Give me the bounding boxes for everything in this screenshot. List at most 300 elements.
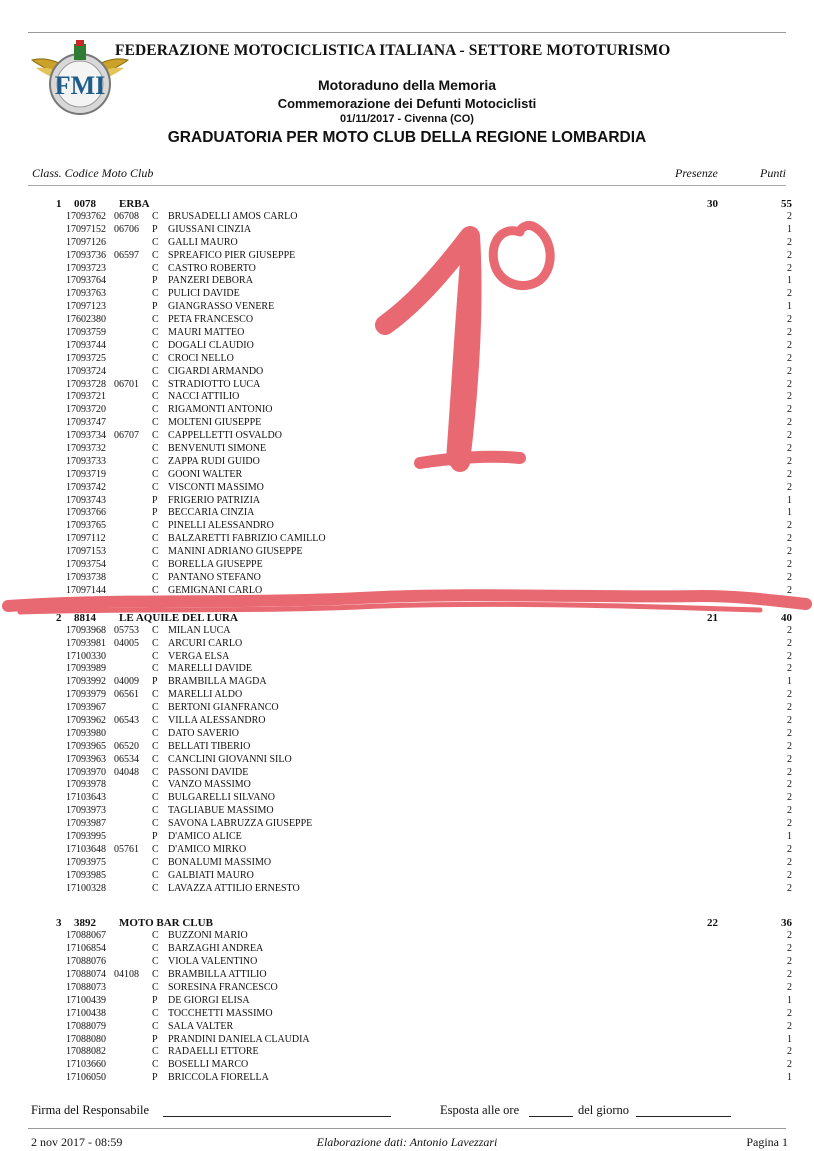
member-row [0, 995, 814, 1008]
member-name: SAVONA LABRUZZA GIUSEPPE [168, 818, 313, 830]
member-category: P [152, 676, 158, 688]
member-category: C [152, 211, 159, 222]
header-rule [28, 185, 786, 186]
member-name: PASSONI DAVIDE [168, 766, 249, 778]
member-category: C [152, 1007, 159, 1019]
member-card: 17093764 [66, 275, 106, 287]
member-card: 17093970 [66, 766, 106, 778]
member-category: C [152, 805, 159, 817]
club-position: 3 [56, 917, 62, 930]
member-name: BARZAGHI ANDREA [168, 943, 264, 955]
member-row [0, 638, 814, 651]
member-category: C [152, 843, 159, 855]
ranking-table [0, 198, 814, 1085]
member-name: GALBIATI MAURO [168, 869, 254, 881]
member-name: CAPPELLETTI OSVALDO [168, 430, 282, 442]
member-points: 2 [787, 637, 792, 649]
member-category: C [152, 417, 159, 429]
member-card: 17106050 [66, 1072, 106, 1084]
member-card: 17093720 [66, 404, 106, 416]
member-name: MARELLI ALDO [168, 689, 243, 701]
member-code: 06534 [114, 753, 139, 765]
member-card: 17097152 [66, 223, 106, 235]
member-name: SALA VALTER [168, 1020, 234, 1032]
member-name: GEMIGNANI CARLO [168, 584, 263, 596]
member-card: 17093759 [66, 327, 106, 339]
member-code: 06706 [114, 223, 139, 235]
member-card: 17100328 [66, 882, 106, 894]
member-category: C [152, 650, 159, 662]
member-category: P [152, 301, 158, 313]
member-category: C [152, 327, 159, 339]
signature-line [163, 1116, 391, 1117]
member-name: PETA FRANCESCO [168, 314, 254, 326]
member-code: 06597 [114, 249, 139, 261]
member-card: 17093738 [66, 571, 106, 583]
member-row [0, 956, 814, 969]
member-category: C [152, 455, 159, 467]
member-name: DATO SAVERIO [168, 727, 240, 739]
member-name: D'AMICO ALICE [168, 830, 242, 842]
club-punti: 36 [781, 917, 792, 930]
print-date: 2 nov 2017 - 08:59 [31, 1135, 123, 1149]
member-name: BORELLA GIUSEPPE [168, 559, 263, 571]
member-name: PULICI DAVIDE [168, 288, 240, 300]
member-card: 17093723 [66, 262, 106, 274]
member-points: 2 [787, 981, 792, 993]
member-category: P [152, 494, 158, 506]
member-name: VILLA ALESSANDRO [168, 714, 266, 726]
member-category: C [152, 430, 159, 442]
member-points: 2 [787, 714, 792, 726]
club-position: 2 [56, 611, 62, 624]
member-name: BRICCOLA FIORELLA [168, 1072, 269, 1084]
member-card: 17093742 [66, 481, 106, 493]
member-points: 2 [787, 956, 792, 968]
member-row [0, 689, 814, 702]
member-code: 06543 [114, 714, 139, 726]
column-header-punti: Punti [760, 166, 786, 180]
member-name: BUZZONI MARIO [168, 930, 248, 942]
member-category: C [152, 753, 159, 765]
ranking-title: GRADUATORIA PER MOTO CLUB DELLA REGIONE LOMBARDIA [167, 129, 647, 146]
member-card: 17093967 [66, 702, 106, 714]
member-category: C [152, 702, 159, 714]
member-category: C [152, 624, 159, 636]
member-row [0, 625, 814, 638]
member-points: 2 [787, 455, 792, 467]
member-points: 2 [787, 520, 792, 532]
member-category: C [152, 663, 159, 675]
club-name: ERBA [119, 198, 150, 210]
signature-label: Firma del Responsabile [31, 1103, 150, 1117]
member-card: 17093766 [66, 507, 106, 519]
member-name: BRAMBILLA ATTILIO [168, 969, 267, 981]
member-name: DOGALI CLAUDIO [168, 339, 254, 351]
member-card: 17097123 [66, 301, 106, 313]
member-category: P [152, 223, 158, 235]
member-card: 17093725 [66, 352, 106, 364]
member-card: 17088076 [66, 956, 106, 968]
member-row [0, 663, 814, 676]
member-category: C [152, 378, 159, 390]
member-points: 2 [787, 443, 792, 455]
member-card: 17093744 [66, 339, 106, 351]
member-name: D'AMICO MIRKO [168, 843, 247, 855]
member-points: 1 [787, 301, 792, 313]
member-code: 06708 [114, 211, 139, 222]
member-row [0, 443, 814, 456]
member-code: 04048 [114, 766, 139, 778]
member-row [0, 469, 814, 482]
member-points: 2 [787, 1059, 792, 1071]
member-row [0, 728, 814, 741]
member-category: C [152, 727, 159, 739]
member-row [0, 767, 814, 780]
member-points: 2 [787, 546, 792, 558]
member-points: 2 [787, 740, 792, 752]
member-category: C [152, 1020, 159, 1032]
club-presenze: 21 [707, 611, 718, 624]
member-points: 2 [787, 365, 792, 377]
member-card: 17093719 [66, 468, 106, 480]
member-row [0, 263, 814, 276]
member-points: 2 [787, 663, 792, 675]
member-points: 2 [787, 378, 792, 390]
page-number: Pagina 1 [746, 1135, 788, 1149]
club-header-row [0, 198, 814, 211]
member-points: 1 [787, 1033, 792, 1045]
member-points: 2 [787, 882, 792, 894]
member-name: LAVAZZA ATTILIO ERNESTO [168, 882, 300, 894]
member-row [0, 430, 814, 443]
member-row [0, 715, 814, 728]
member-row [0, 507, 814, 520]
member-name: VERGA ELSA [168, 650, 230, 662]
member-code: 05761 [114, 843, 139, 855]
member-card: 17093995 [66, 830, 106, 842]
club-name: MOTO BAR CLUB [119, 917, 213, 930]
club-presenze: 30 [707, 198, 718, 210]
member-card: 17093743 [66, 494, 106, 506]
member-points: 1 [787, 994, 792, 1006]
member-row [0, 379, 814, 392]
member-points: 2 [787, 288, 792, 300]
member-points: 2 [787, 753, 792, 765]
member-name: CANCLINI GIOVANNI SILO [168, 753, 292, 765]
member-card: 17093968 [66, 624, 106, 636]
member-name: MILAN LUCA [168, 624, 231, 636]
member-row [0, 857, 814, 870]
member-points: 2 [787, 930, 792, 942]
member-points: 2 [787, 624, 792, 636]
member-category: C [152, 571, 159, 583]
member-name: BENVENUTI SIMONE [168, 443, 267, 455]
member-points: 2 [787, 650, 792, 662]
member-card: 17093765 [66, 520, 106, 532]
member-code: 06520 [114, 740, 139, 752]
member-name: PINELLI ALESSANDRO [168, 520, 274, 532]
member-name: ARCURI CARLO [168, 637, 243, 649]
member-card: 17093736 [66, 249, 106, 261]
member-row [0, 224, 814, 237]
member-points: 2 [787, 533, 792, 545]
member-row [0, 982, 814, 995]
member-points: 2 [787, 211, 792, 222]
member-category: P [152, 1033, 158, 1045]
member-category: C [152, 943, 159, 955]
member-category: C [152, 714, 159, 726]
member-row [0, 288, 814, 301]
member-category: C [152, 689, 159, 701]
member-name: BULGARELLI SILVANO [168, 792, 275, 804]
member-name: NACCI ATTILIO [168, 391, 240, 403]
member-row [0, 366, 814, 379]
member-name: MOLTENI GIUSEPPE [168, 417, 262, 429]
day-line [636, 1116, 731, 1117]
member-row [0, 572, 814, 585]
member-points: 2 [787, 818, 792, 830]
member-code: 04005 [114, 637, 139, 649]
member-category: P [152, 994, 158, 1006]
member-name: ZAPPA RUDI GUIDO [168, 455, 260, 467]
member-name: DE GIORGI ELISA [168, 994, 250, 1006]
event-subtitle: Commemorazione dei Defunti Motociclisti [277, 96, 537, 111]
member-row [0, 969, 814, 982]
club-position: 1 [56, 198, 62, 210]
member-row [0, 353, 814, 366]
group-spacer [0, 598, 814, 612]
member-row [0, 702, 814, 715]
member-name: BECCARIA CINZIA [168, 507, 255, 519]
member-points: 2 [787, 727, 792, 739]
member-category: C [152, 956, 159, 968]
member-points: 2 [787, 1046, 792, 1058]
logo-letters: FMI [54, 71, 106, 100]
member-card: 17602380 [66, 314, 106, 326]
member-row [0, 1059, 814, 1072]
member-row [0, 1046, 814, 1059]
member-name: TOCCHETTI MASSIMO [168, 1007, 273, 1019]
member-card: 17100438 [66, 1007, 106, 1019]
member-code: 04108 [114, 969, 139, 981]
member-category: C [152, 869, 159, 881]
member-row [0, 792, 814, 805]
member-row [0, 818, 814, 831]
member-card: 17093962 [66, 714, 106, 726]
processing-credit: Elaborazione dati: Antonio Lavezzari [316, 1135, 498, 1149]
member-category: C [152, 792, 159, 804]
member-row [0, 754, 814, 767]
member-card: 17103643 [66, 792, 106, 804]
member-category: C [152, 766, 159, 778]
member-points: 2 [787, 339, 792, 351]
member-category: C [152, 339, 159, 351]
member-code: 06701 [114, 378, 139, 390]
member-name: MANINI ADRIANO GIUSEPPE [168, 546, 303, 558]
member-points: 2 [787, 468, 792, 480]
member-name: RIGAMONTI ANTONIO [168, 404, 273, 416]
member-category: C [152, 546, 159, 558]
member-name: BERTONI GIANFRANCO [168, 702, 279, 714]
member-row [0, 237, 814, 250]
member-row [0, 741, 814, 754]
member-row [0, 404, 814, 417]
member-name: STRADIOTTO LUCA [168, 378, 261, 390]
member-card: 17093734 [66, 430, 106, 442]
member-card: 17097126 [66, 236, 106, 248]
member-points: 2 [787, 571, 792, 583]
member-category: C [152, 882, 159, 894]
member-card: 17093728 [66, 378, 106, 390]
member-card: 17093747 [66, 417, 106, 429]
event-title: Motoraduno della Memoria [317, 77, 497, 93]
member-category: P [152, 1072, 158, 1084]
member-points: 1 [787, 275, 792, 287]
member-category: C [152, 533, 159, 545]
member-points: 1 [787, 223, 792, 235]
day-label: del giorno [578, 1103, 630, 1117]
member-points: 2 [787, 856, 792, 868]
member-category: C [152, 1046, 159, 1058]
member-row [0, 546, 814, 559]
member-card: 17093973 [66, 805, 106, 817]
member-category: P [152, 830, 158, 842]
member-category: C [152, 236, 159, 248]
column-header-left: Class. Codice Moto Club [32, 166, 154, 180]
member-card: 17097153 [66, 546, 106, 558]
member-category: C [152, 520, 159, 532]
member-points: 2 [787, 391, 792, 403]
member-code: 06707 [114, 430, 139, 442]
member-category: C [152, 981, 159, 993]
member-row [0, 327, 814, 340]
member-points: 2 [787, 417, 792, 429]
member-row [0, 314, 814, 327]
member-category: C [152, 779, 159, 791]
member-card: 17088080 [66, 1033, 106, 1045]
member-code: 04009 [114, 676, 139, 688]
member-card: 17100330 [66, 650, 106, 662]
member-row [0, 651, 814, 664]
member-card: 17093975 [66, 856, 106, 868]
club-header-row [0, 612, 814, 625]
exposed-label: Esposta alle ore [440, 1103, 520, 1117]
member-name: VISCONTI MASSIMO [168, 481, 264, 493]
member-name: PANZERI DEBORA [168, 275, 253, 287]
member-row [0, 883, 814, 896]
member-card: 17093987 [66, 818, 106, 830]
member-name: GIANGRASSO VENERE [168, 301, 275, 313]
member-points: 2 [787, 943, 792, 955]
member-category: C [152, 930, 159, 942]
member-points: 2 [787, 792, 792, 804]
member-row [0, 559, 814, 572]
club-header-row [0, 917, 814, 930]
member-card: 17093985 [66, 869, 106, 881]
member-category: C [152, 481, 159, 493]
member-name: TAGLIABUE MASSIMO [168, 805, 274, 817]
club-punti: 40 [781, 611, 792, 624]
member-card: 17093754 [66, 559, 106, 571]
member-name: PANTANO STEFANO [168, 571, 261, 583]
member-points: 1 [787, 830, 792, 842]
member-row [0, 1021, 814, 1034]
member-name: VIOLA VALENTINO [168, 956, 258, 968]
member-points: 2 [787, 262, 792, 274]
member-row [0, 417, 814, 430]
member-points: 2 [787, 805, 792, 817]
member-points: 2 [787, 766, 792, 778]
club-punti: 55 [781, 198, 792, 210]
member-name: CASTRO ROBERTO [168, 262, 256, 274]
member-points: 2 [787, 702, 792, 714]
member-card: 17093992 [66, 676, 106, 688]
member-card: 17093978 [66, 779, 106, 791]
member-card: 17088074 [66, 969, 106, 981]
member-category: C [152, 352, 159, 364]
member-category: C [152, 468, 159, 480]
member-name: SPREAFICO PIER GIUSEPPE [168, 249, 296, 261]
member-card: 17100439 [66, 994, 106, 1006]
member-name: BOSELLI MARCO [168, 1059, 249, 1071]
member-card: 17088082 [66, 1046, 106, 1058]
member-row [0, 676, 814, 689]
member-name: SORESINA FRANCESCO [168, 981, 278, 993]
member-row [0, 870, 814, 883]
member-card: 17103648 [66, 843, 106, 855]
member-row [0, 456, 814, 469]
member-category: C [152, 391, 159, 403]
member-points: 2 [787, 430, 792, 442]
member-row [0, 275, 814, 288]
member-category: C [152, 856, 159, 868]
member-points: 2 [787, 969, 792, 981]
group-spacer [0, 895, 814, 917]
member-row [0, 391, 814, 404]
member-points: 2 [787, 559, 792, 571]
member-name: BRAMBILLA MAGDA [168, 676, 267, 688]
member-points: 1 [787, 494, 792, 506]
member-card: 17093763 [66, 288, 106, 300]
member-row [0, 831, 814, 844]
member-row [0, 533, 814, 546]
member-row [0, 805, 814, 818]
member-row [0, 495, 814, 508]
member-category: C [152, 637, 159, 649]
member-points: 2 [787, 481, 792, 493]
member-category: C [152, 559, 159, 571]
member-name: MAURI MATTEO [168, 327, 245, 339]
member-row [0, 520, 814, 533]
member-category: C [152, 262, 159, 274]
member-points: 2 [787, 1007, 792, 1019]
member-card: 17093721 [66, 391, 106, 403]
member-row [0, 585, 814, 598]
member-row [0, 1008, 814, 1021]
member-points: 2 [787, 584, 792, 596]
club-code: 8814 [74, 611, 96, 624]
member-category: C [152, 288, 159, 300]
member-category: C [152, 818, 159, 830]
member-points: 1 [787, 676, 792, 688]
member-category: C [152, 969, 159, 981]
club-code: 3892 [74, 917, 96, 930]
member-row [0, 301, 814, 314]
member-points: 2 [787, 236, 792, 248]
member-card: 17093981 [66, 637, 106, 649]
member-card: 17088079 [66, 1020, 106, 1032]
